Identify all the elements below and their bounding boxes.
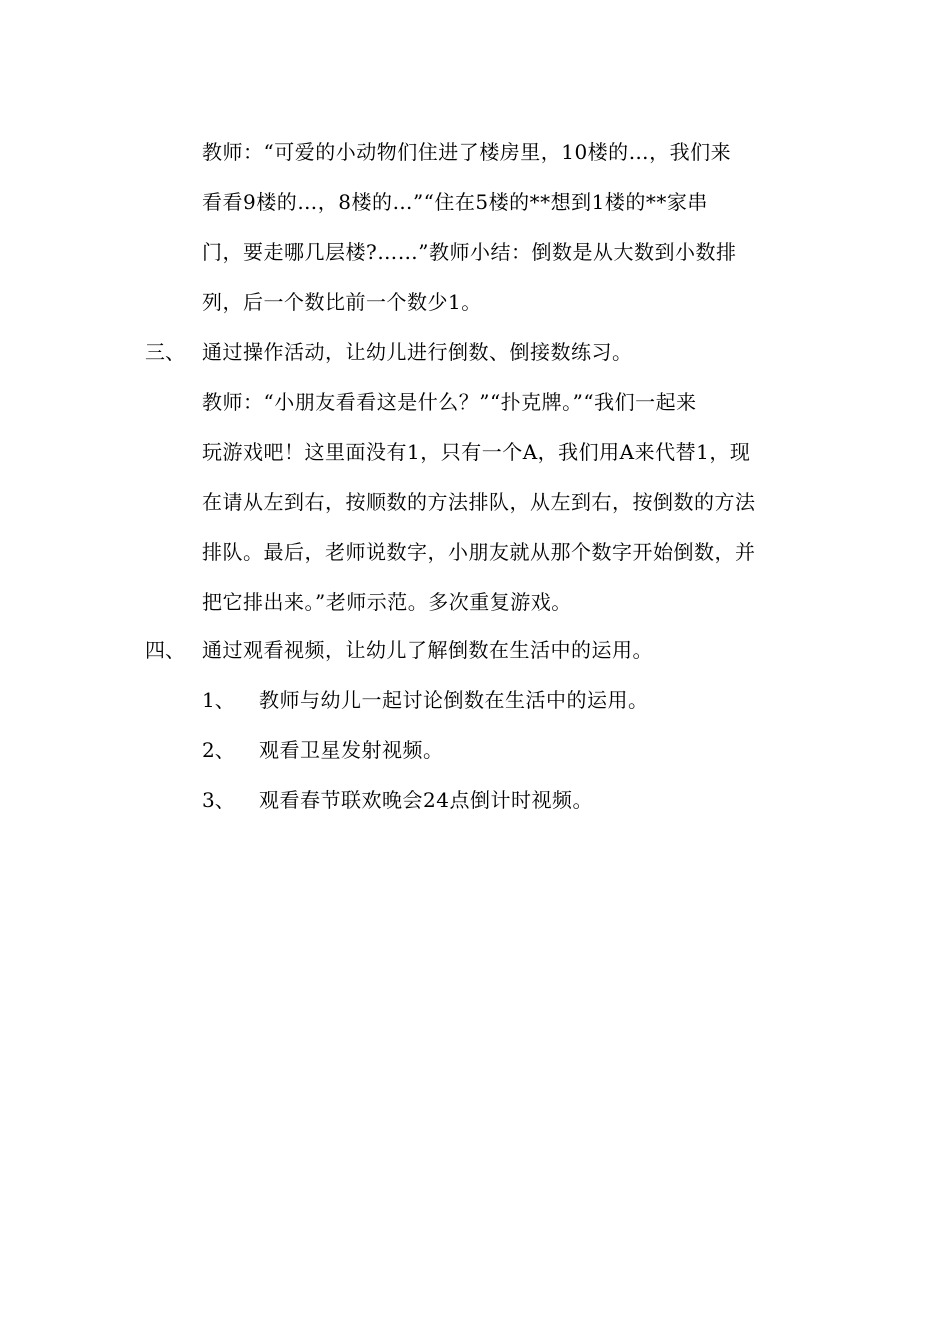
list-item: 观看春节联欢晚会24点倒计时视频。 (259, 788, 593, 812)
paragraph-line: 教师：“小朋友看看这是什么？”“扑克牌。”“我们一起来 (202, 390, 697, 414)
paragraph-line: 排队。最后，老师说数字，小朋友就从那个数字开始倒数，并 (202, 540, 756, 564)
paragraph-line: 玩游戏吧！这里面没有1，只有一个A，我们用A来代替1，现 (202, 440, 751, 464)
paragraph-line: 教师：“可爱的小动物们住进了楼房里，10楼的…，我们来 (202, 140, 732, 164)
paragraph-line: 列，后一个数比前一个数少1。 (202, 290, 482, 314)
list-item-marker: 2、 (202, 738, 235, 762)
section-marker: 三、 (145, 340, 185, 364)
list-item-marker: 3、 (202, 788, 235, 812)
section-marker: 四、 (145, 638, 185, 662)
paragraph-line: 门，要走哪几层楼?……”教师小结：倒数是从大数到小数排 (202, 240, 737, 264)
list-item: 观看卫星发射视频。 (259, 738, 444, 762)
list-item-marker: 1、 (202, 688, 235, 712)
paragraph-line: 把它排出来。”老师示范。多次重复游戏。 (202, 590, 572, 614)
paragraph-line: 看看9楼的…，8楼的…”“住在5楼的**想到1楼的**家串 (202, 190, 708, 214)
list-item: 教师与幼儿一起讨论倒数在生活中的运用。 (259, 688, 649, 712)
paragraph-line: 在请从左到右，按顺数的方法排队，从左到右，按倒数的方法 (202, 490, 756, 514)
section-heading: 通过操作活动，让幼儿进行倒数、倒接数练习。 (202, 340, 633, 364)
section-heading: 通过观看视频，让幼儿了解倒数在生活中的运用。 (202, 638, 653, 662)
